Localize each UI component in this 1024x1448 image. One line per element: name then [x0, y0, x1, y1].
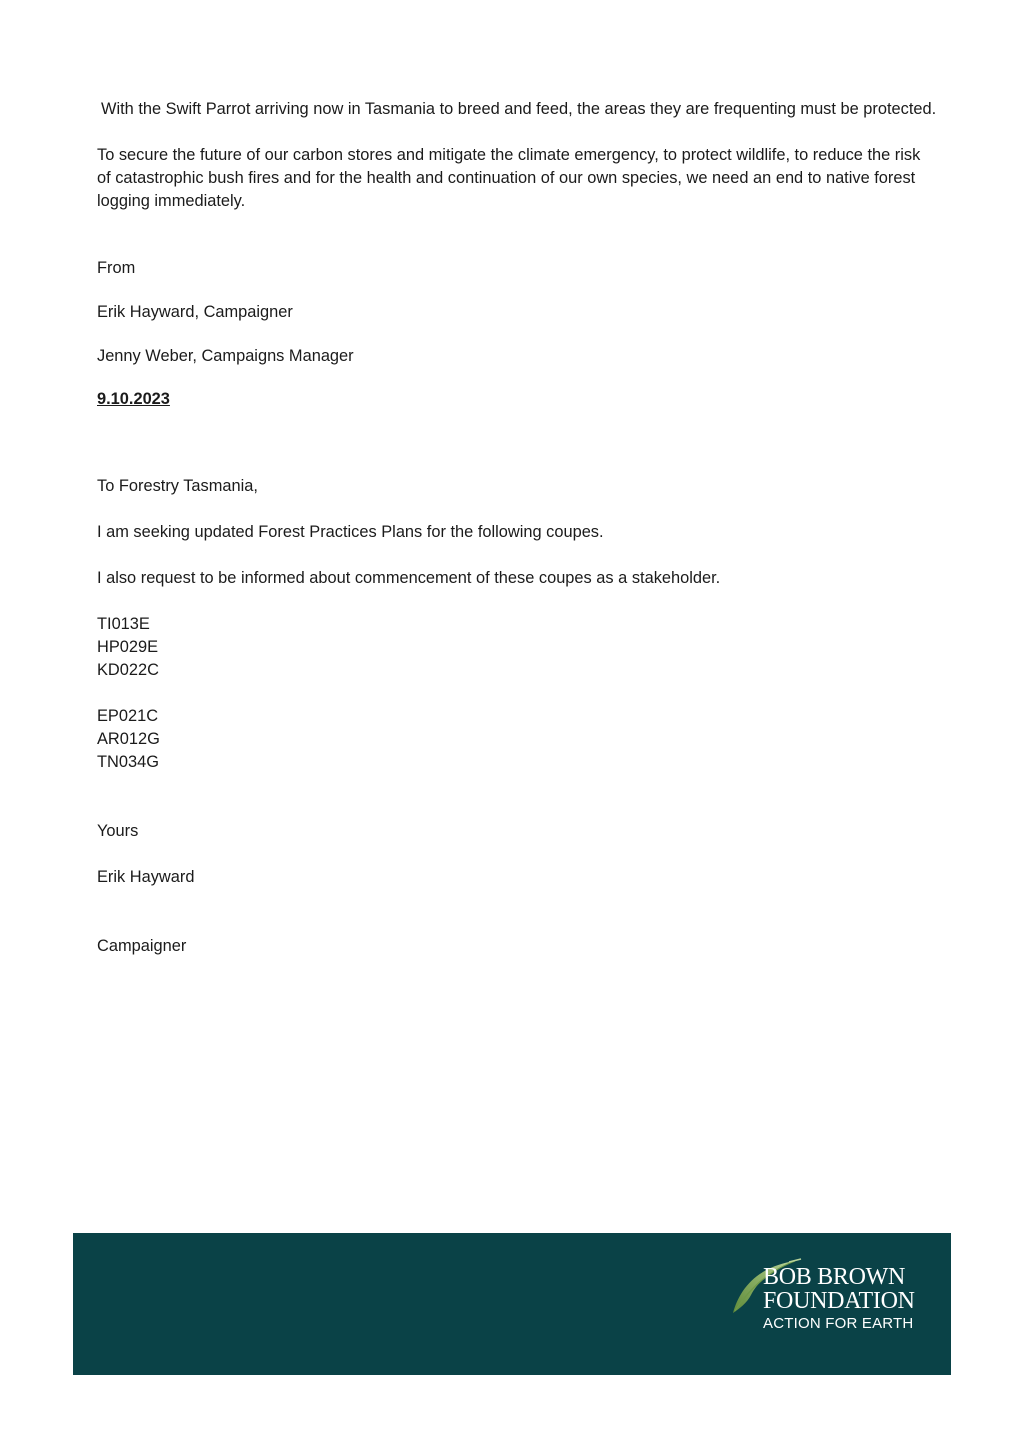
coupe-list-1 [97, 613, 937, 682]
signer-name: Erik Hayward [97, 868, 195, 886]
greeting: To Forestry Tasmania, [97, 477, 258, 495]
logo-line-1: BOB BROWN [763, 1264, 905, 1290]
footer-banner [73, 1233, 951, 1375]
signatory-2: Jenny Weber, Campaigns Manager [97, 347, 354, 365]
letter-body [97, 98, 937, 958]
signatory-1: Erik Hayward, Campaigner [97, 303, 293, 321]
coupe-id: AR012G [97, 730, 160, 748]
coupe-id: KD022C [97, 661, 159, 679]
logo-wordmark [763, 1265, 915, 1332]
coupe-id: TI013E [97, 615, 150, 633]
closing: Yours [97, 822, 139, 840]
from-label: From [97, 259, 136, 277]
logo-tagline: ACTION FOR EARTH [763, 1315, 914, 1332]
coupe-id: TN034G [97, 753, 159, 771]
foundation-logo [729, 1253, 939, 1353]
coupe-id: HP029E [97, 638, 159, 656]
request-notification: I also request to be informed about commencement of these coupes as a stakeholder. [97, 569, 721, 587]
intro-paragraph: With the Swift Parrot arriving now in Tasmania to breed and feed, the areas they are frequenting must be protected. [101, 100, 937, 118]
signer-title: Campaigner [97, 937, 187, 955]
coupe-id: EP021C [97, 707, 159, 725]
coupe-list-2 [97, 705, 937, 774]
letter-date: 9.10.2023 [97, 390, 170, 408]
demand-paragraph: To secure the future of our carbon stores and mitigate the climate emergency, to protect wildlife, to reduce the risk of catastrophic bush fires and for the health and continuation of our own species, we need an end to native forest logging immediately. [97, 146, 921, 210]
request-plans: I am seeking updated Forest Practices Plans for the following coupes. [97, 523, 604, 541]
logo-line-2: FOUNDATION [763, 1288, 915, 1314]
